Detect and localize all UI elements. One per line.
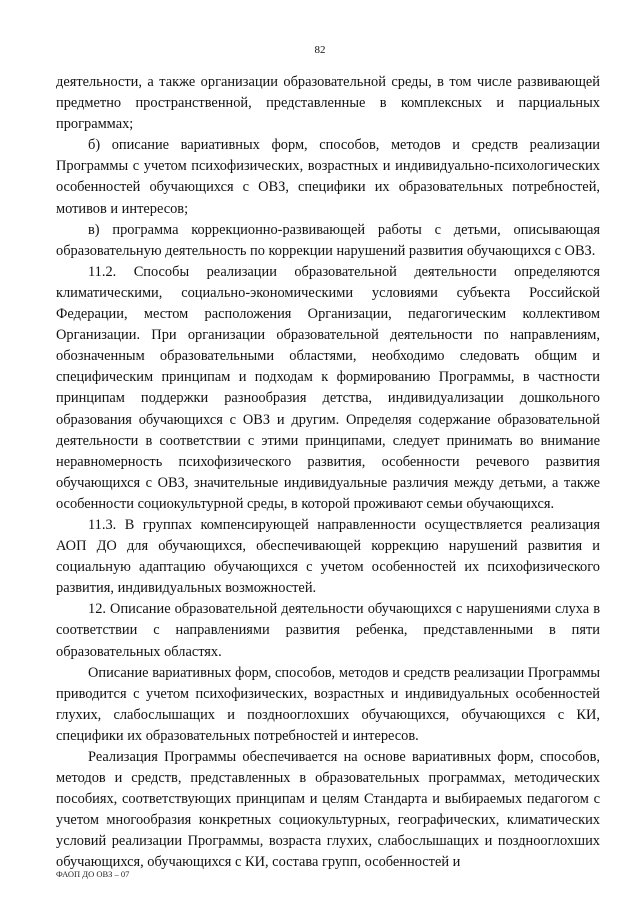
page-footer: ФАОП ДО ОВЗ – 07	[56, 869, 130, 879]
paragraph-forms-description: Описание вариативных форм, способов, методов и средств реализации Программы приводится с учетом психофизических, возрастных и индивидуальных особенностей глухих, слабослышащих и позднооглохших обучающихся, обучающихся с КИ, специфики их образовательных потребностей и интересов.	[56, 664, 600, 744]
paragraph-continuation: деятельности, а также организации образовательной среды, в том числе развивающей предметно пространственной, представленные в комплексных и парциальных программах;	[56, 74, 600, 133]
paragraph-11-3: 11.3. В группах компенсирующей направленности осуществляется реализация АОП ДО для обучающихся, обеспечивающей коррекцию нарушений развития и социальную адаптацию обучающихся с учетом особенностей их психофизического развития, индивидуальных возможностей.	[56, 516, 600, 597]
paragraph-item-b: б) описание вариативных форм, способов, методов и средств реализации Программы с учетом психофизических, возрастных и индивидуально-психологических особенностей обучающихся с ОВЗ, специфики их образовательных потребностей, мотивов и интересов;	[56, 137, 600, 217]
paragraph-program-implementation: Реализация Программы обеспечивается на основе вариативных форм, способов, методов и средств, представленных в образовательных программах, методических пособиях, соответствующих принципам и целям Стандарта и выбираемых педагогом с учетом многообразия конкретных социокультурных, географических, климатических условий реализации Программы, возраста глухих, слабослышащих и позднооглохших обучающихся, обучающихся с КИ, состава групп, особенностей и	[56, 749, 600, 871]
paragraph-item-v: в) программа коррекционно-развивающей работы с детьми, описывающая образовательную деятельность по коррекции нарушений развития обучающихся с ОВЗ.	[56, 221, 600, 259]
paragraph-12: 12. Описание образовательной деятельности обучающихся с нарушениями слуха в соответствии с направлениями развития ребенка, представленными в пяти образовательных областях.	[56, 601, 600, 660]
paragraph-11-2: 11.2. Способы реализации образовательной деятельности определяются климатическими, социально-экономическими условиями субъекта Российской Федерации, местом расположения Организации, педагогическим коллективом Организации. При организации образовательной деятельности по направлениям, обозначенным образовательными областями, необходимо следовать общим и специфическим принципам и подходам к формированию Программы, в частности принципам поддержки разнообразия детства, индивидуализации дошкольного образования обучающихся с ОВЗ и другим. Определяя содержание образовательной деятельности в соответствии с этими принципами, следует принимать во внимание неравномерность психофизического развития, особенности речевого развития обучающихся с ОВЗ, значительные индивидуальные различия между детьми, а также особенности социокультурной среды, в которой проживают семьи обучающихся.	[56, 263, 600, 512]
page-number: 82	[314, 44, 326, 56]
page-body	[56, 72, 600, 874]
